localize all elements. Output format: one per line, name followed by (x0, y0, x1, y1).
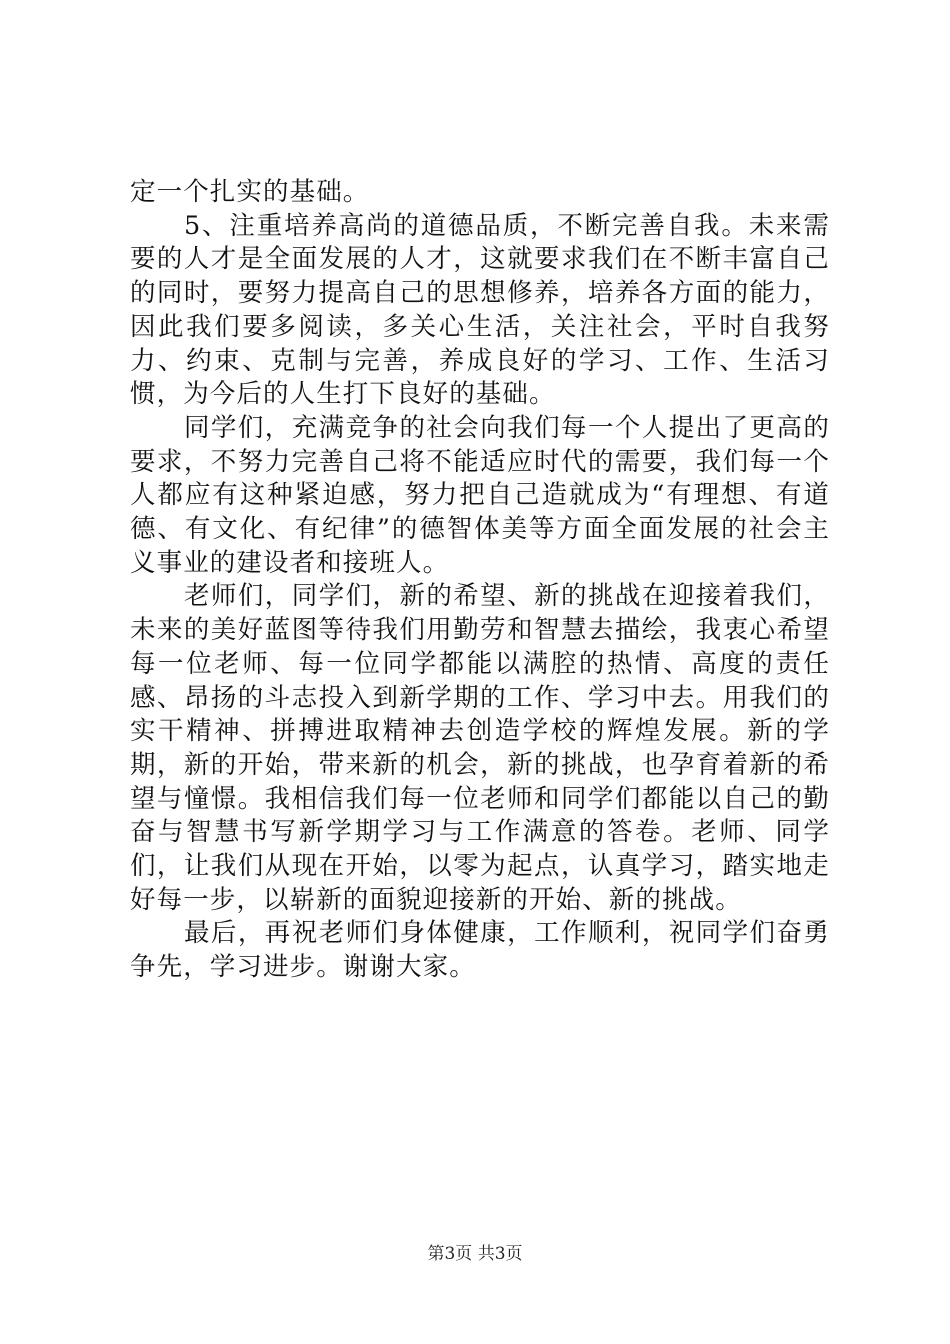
page-number-footer: 第3页 共3页 (427, 1244, 523, 1264)
paragraph-continuation: 定一个扎实的基础。 (130, 177, 370, 207)
paragraph-moral-quality: 5、注重培养高尚的道德品质，不断完善自我。未来需要的人才是全面发展的人才，这就要求我们在不断丰富自己的同时，要努力提高自己的思想修养，培养各方面的能力，因此我们要多阅读，多关心生活，关注社会，平时自我努力、约束、克制与完善，养成良好的学习、工作、生活习惯，为今后的人生打下良好的基础。 (130, 210, 830, 410)
paragraph-students: 同学们，充满竞争的社会向我们每一个人提出了更高的要求，不努力完善自己将不能适应时代的需要，我们每一个人都应有这种紧迫感，努力把自己造就成为“有理想、有道德、有文化、有纪律”的德智体美等方面全面发展的社会主义事业的建设者和接班人。 (130, 412, 830, 578)
paragraph-closing: 最后，再祝老师们身体健康，工作顺利，祝同学们奋勇争先，学习进步。谢谢大家。 (130, 918, 830, 983)
paragraph-teachers-students: 老师们，同学们，新的希望、新的挑战在迎接着我们，未来的美好蓝图等待我们用勤劳和智慧去描绘，我衷心希望每一位老师、每一位同学都能以满腔的热情、高度的责任感、昂扬的斗志投入到新学期的工作、学习中去。用我们的实干精神、拼搏进取精神去创造学校的辉煌发展。新的学期，新的开始，带来新的机会，新的挑战，也孕育着新的希望与憧憬。我相信我们每一位老师和同学们都能以自己的勤奋与智慧书写新学期学习与工作满意的答卷。老师、同学们，让我们从现在开始，以零为起点，认真学习，踏实地走好每一步，以崭新的面貌迎接新的开始、新的挑战。 (130, 581, 830, 915)
document-body (130, 176, 830, 985)
